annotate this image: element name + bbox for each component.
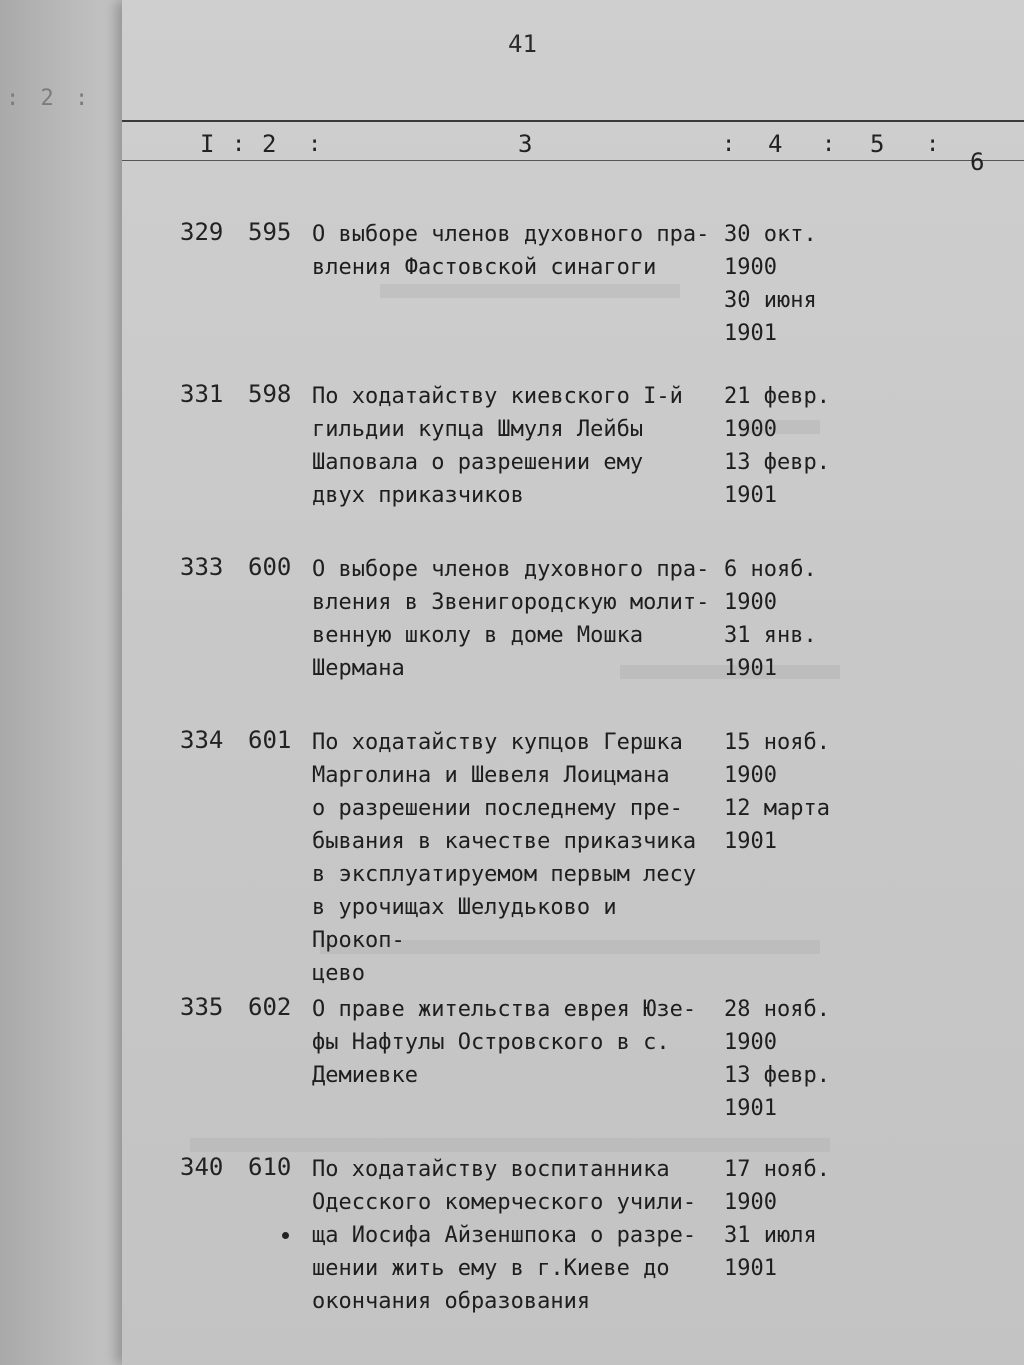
date-start-day: 6 нояб. [724,557,817,582]
header-separator: : [926,132,940,157]
entry-number: 333 [180,553,224,581]
header-separator: : [232,132,246,157]
date-start-year: 1900 [724,1190,777,1215]
entry-file-number: 600 [248,553,292,581]
entry-file-number: 598 [248,380,292,408]
date-start-year: 1900 [724,590,777,615]
header-separator: : [308,132,322,157]
entry-file-number: 595 [248,218,292,246]
entry-file-number: 601 [248,726,292,754]
date-end-year: 1901 [724,483,777,508]
date-end-year: 1901 [724,656,777,681]
page-number: 41 [508,30,537,58]
date-end-year: 1901 [724,1096,777,1121]
entry-dates [724,218,854,350]
margin-dot [282,1232,289,1239]
header-col-3: 3 [518,130,533,158]
date-start-day: 15 нояб. [724,730,830,755]
header-separator: : [822,132,836,157]
date-end-day: 30 июня [724,288,817,313]
entry-number: 331 [180,380,224,408]
entry-file-number: 602 [248,993,292,1021]
entry-number: 329 [180,218,224,246]
entry-description: О выборе членов духовного пра- вления в Звенигородскую молит- венную школу в доме Мошка Шермана [312,557,710,681]
entry-dates [724,726,854,858]
date-start-year: 1900 [724,763,777,788]
date-end-day: 31 янв. [724,623,817,648]
entry-dates [724,993,854,1125]
left-page-edge [0,0,140,1365]
date-start-year: 1900 [724,1030,777,1055]
date-end-year: 1901 [724,1256,777,1281]
date-end-day: 12 марта [724,796,830,821]
date-end-day: 13 февр. [724,1063,830,1088]
entry-description: О праве жительства еврея Юзе- фы Нафтулы Островского в с. Демиевке [312,997,697,1088]
show-through-mark [190,1138,830,1152]
entry-number: 335 [180,993,224,1021]
entry-dates [724,553,854,685]
header-col-2: 2 [262,130,277,158]
header-col-1: I [200,130,215,158]
header-top-rule [122,120,1024,122]
entry-file-number: 610 [248,1153,292,1181]
left-page-column-numbers: : 2 : [6,86,93,111]
entry-description: По ходатайству воспитанника Одесского комерческого учили- ща Иосифа Айзеншпока о разре- шении жить ему в г.Киеве до окончания образования [312,1157,697,1314]
date-start-day: 21 февр. [724,384,830,409]
entry-dates [724,1153,854,1285]
header-col-6: 6 [970,148,985,176]
show-through-mark [380,284,680,298]
entry-description: О выборе членов духовного пра- вления Фастовской синагоги [312,222,710,280]
date-start-day: 17 нояб. [724,1157,830,1182]
date-end-day: 31 июля [724,1223,817,1248]
entry-dates [724,380,854,512]
entry-number: 334 [180,726,224,754]
header-separator: : [722,132,736,157]
header-col-4: 4 [768,130,783,158]
date-start-year: 1900 [724,255,777,280]
date-start-day: 28 нояб. [724,997,830,1022]
date-start-year: 1900 [724,417,777,442]
entry-description: По ходатайству киевского I-й гильдии купца Шмуля Лейбы Шаповала о разрешении ему двух приказчиков [312,384,683,508]
entry-description: По ходатайству купцов Гершка Марголина и Шевеля Лоицмана о разрешении последнему пре- бывания в качестве приказчика в эксплуатируемом первым лесу в урочищах Шелудьково и Прокоп- цево [312,730,697,986]
date-end-year: 1901 [724,829,777,854]
date-start-day: 30 окт. [724,222,817,247]
entry-number: 340 [180,1153,224,1181]
date-end-year: 1901 [724,321,777,346]
header-col-5: 5 [870,130,885,158]
date-end-day: 13 февр. [724,450,830,475]
header-bottom-rule [122,160,1024,161]
